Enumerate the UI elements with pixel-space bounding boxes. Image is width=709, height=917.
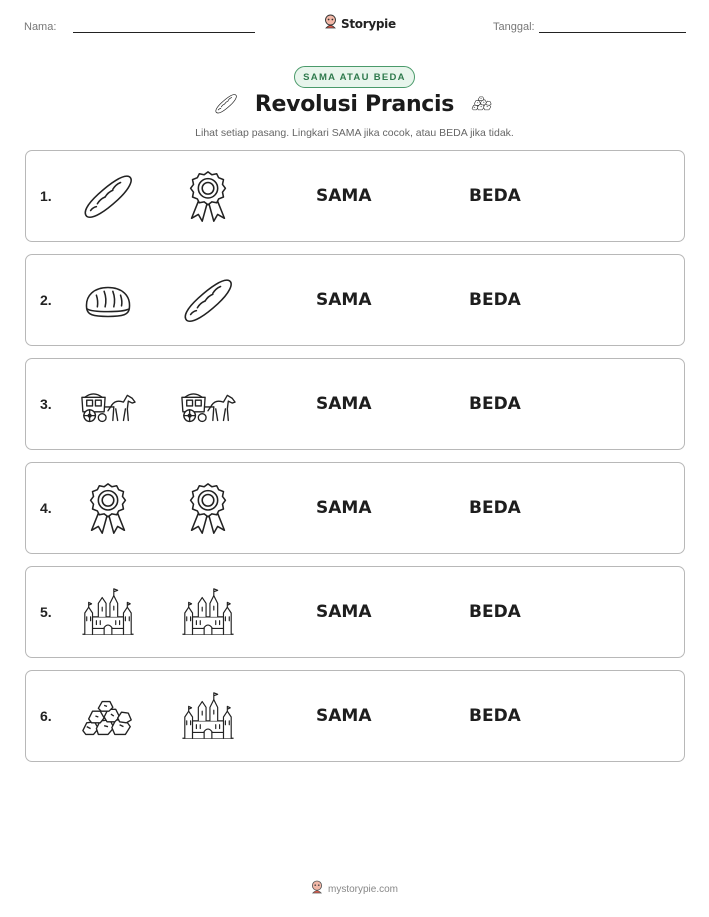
different-option[interactable]: BEDA <box>469 394 521 414</box>
question-row <box>25 670 685 762</box>
name-label: Nama: <box>24 21 57 33</box>
medal-rosette-icon <box>179 168 237 226</box>
horse-carriage-icon <box>79 376 137 434</box>
date-write-line[interactable] <box>539 32 686 33</box>
same-option[interactable]: SAMA <box>316 394 372 414</box>
same-option[interactable]: SAMA <box>316 706 372 726</box>
question-number: 5. <box>40 604 52 620</box>
worksheet-type-badge: SAMA ATAU BEDA <box>294 66 415 88</box>
question-row <box>25 358 685 450</box>
question-number: 2. <box>40 292 52 308</box>
medal-rosette-icon <box>79 480 137 538</box>
different-option[interactable]: BEDA <box>469 186 521 206</box>
date-label: Tanggal: <box>493 21 535 33</box>
different-option[interactable]: BEDA <box>469 602 521 622</box>
storypie-mascot-icon <box>324 14 337 34</box>
same-option[interactable]: SAMA <box>316 498 372 518</box>
name-write-line[interactable] <box>73 32 255 33</box>
question-row <box>25 150 685 242</box>
question-row <box>25 254 685 346</box>
question-number: 3. <box>40 396 52 412</box>
instructions: Lihat setiap pasang. Lingkari SAMA jika cocok, atau BEDA jika tidak. <box>195 127 514 139</box>
different-option[interactable]: BEDA <box>469 498 521 518</box>
same-option[interactable]: SAMA <box>316 602 372 622</box>
footer <box>0 880 709 899</box>
storypie-logo <box>324 14 396 34</box>
footer-url[interactable]: mystorypie.com <box>327 884 398 895</box>
question-row <box>25 566 685 658</box>
castle-icon <box>179 584 237 642</box>
castle-icon <box>179 688 237 746</box>
storypie-mascot-icon <box>311 880 323 899</box>
baguette-icon <box>79 168 137 226</box>
question-number: 4. <box>40 500 52 516</box>
horse-carriage-icon <box>179 376 237 434</box>
castle-icon <box>79 584 137 642</box>
bread-loaf-icon <box>79 272 137 330</box>
same-option[interactable]: SAMA <box>316 290 372 310</box>
page-title: Revolusi Prancis <box>254 92 455 117</box>
stone-pile-icon <box>79 688 137 746</box>
baguette-icon <box>179 272 237 330</box>
medal-rosette-icon <box>179 480 237 538</box>
different-option[interactable]: BEDA <box>469 706 521 726</box>
same-option[interactable]: SAMA <box>316 186 372 206</box>
different-option[interactable]: BEDA <box>469 290 521 310</box>
brand-name: Storypie <box>341 17 396 31</box>
question-row <box>25 462 685 554</box>
question-number: 6. <box>40 708 52 724</box>
question-number: 1. <box>40 188 52 204</box>
stone-pile-icon <box>467 94 497 125</box>
